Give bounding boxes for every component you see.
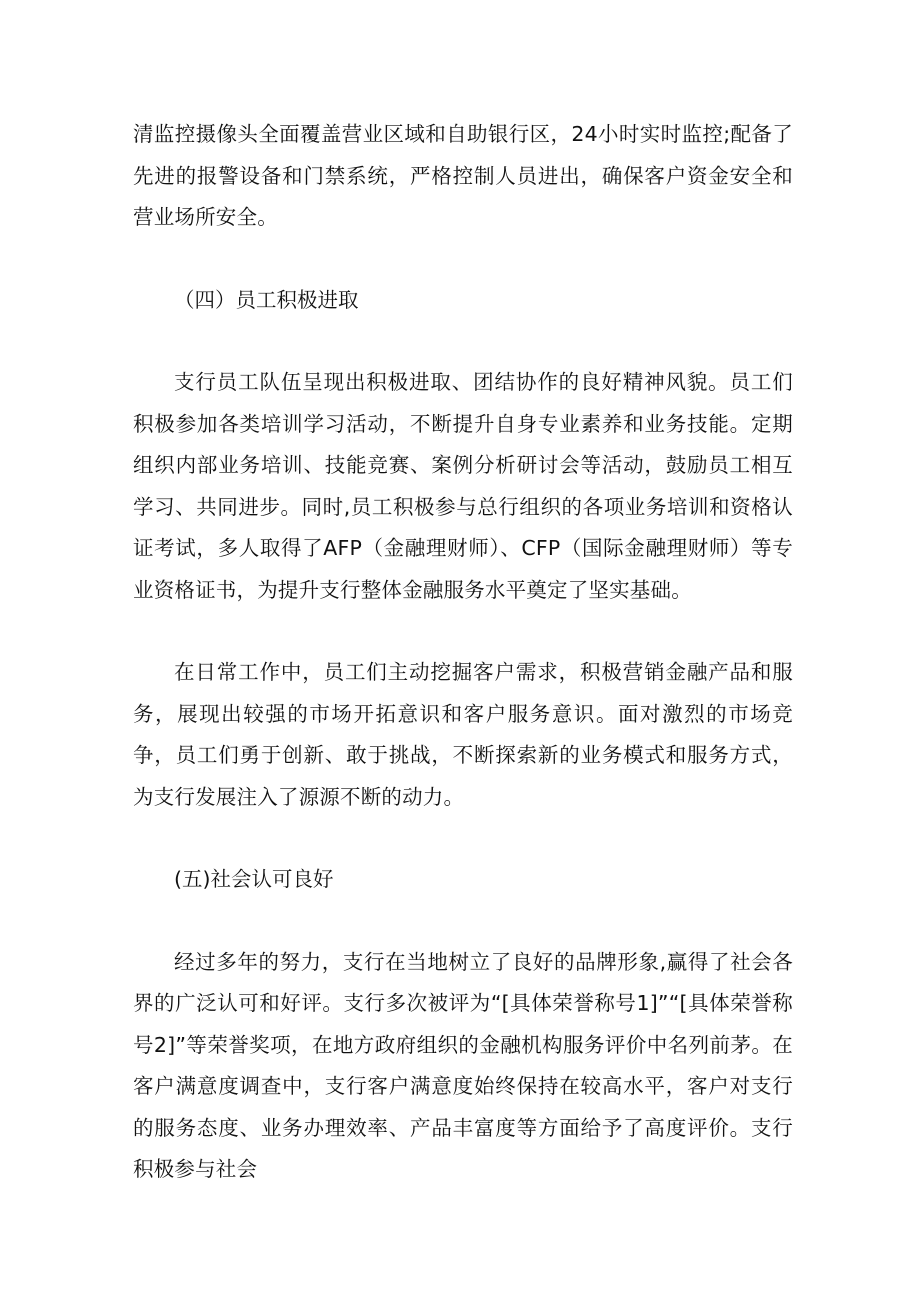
- paragraph-gap: [133, 611, 793, 652]
- paragraph-gap: [133, 321, 793, 362]
- paragraph-staff-1: 支行员工队伍呈现出积极进取、团结协作的良好精神风貌。员工们积极参加各类培训学习活动，不断提升自身专业素养和业务技能。定期组织内部业务培训、技能竞赛、案例分析研讨会等活动，鼓励员工相互学习、共同进步。同时,员工积极参与总行组织的各项业务培训和资格认证考试，多人取得了AFP（金融理财师）、CFP（国际金融理财师）等专业资格证书，为提升支行整体金融服务水平奠定了坚实基础。: [133, 370, 793, 602]
- paragraph-gap: [133, 818, 793, 859]
- document-page: [133, 114, 793, 1191]
- paragraph-recognition: 经过多年的努力，支行在当地树立了良好的品牌形象,赢得了社会各界的广泛认可和好评。支行多次被评为“[具体荣誉称号1]”“[具体荣誉称号2]”等荣誉奖项，在地方政府组织的金融机构服务评价中名列前茅。在客户满意度调查中，支行客户满意度始终保持在较高水平，客户对支行的服务态度、业务办理效率、产品丰富度等方面给予了高度评价。支行积极参与社会: [133, 949, 793, 1181]
- section-heading-5: (五)社会认可良好: [174, 867, 334, 891]
- paragraph-gap: [133, 239, 793, 280]
- section-heading-4: （四）员工积极进取: [174, 287, 359, 312]
- paragraph-gap: [133, 901, 793, 942]
- paragraph-security: 清监控摄像头全面覆盖营业区域和自助银行区，24小时实时监控;配备了先进的报警设备和门禁系统，严格控制人员进出，确保客户资金安全和营业场所安全。: [133, 122, 793, 229]
- paragraph-staff-2: 在日常工作中，员工们主动挖掘客户需求，积极营销金融产品和服务，展现出较强的市场开拓意识和客户服务意识。面对激烈的市场竞争，员工们勇于创新、敢于挑战，不断探索新的业务模式和服务方式，为支行发展注入了源源不断的动力。: [133, 660, 793, 809]
